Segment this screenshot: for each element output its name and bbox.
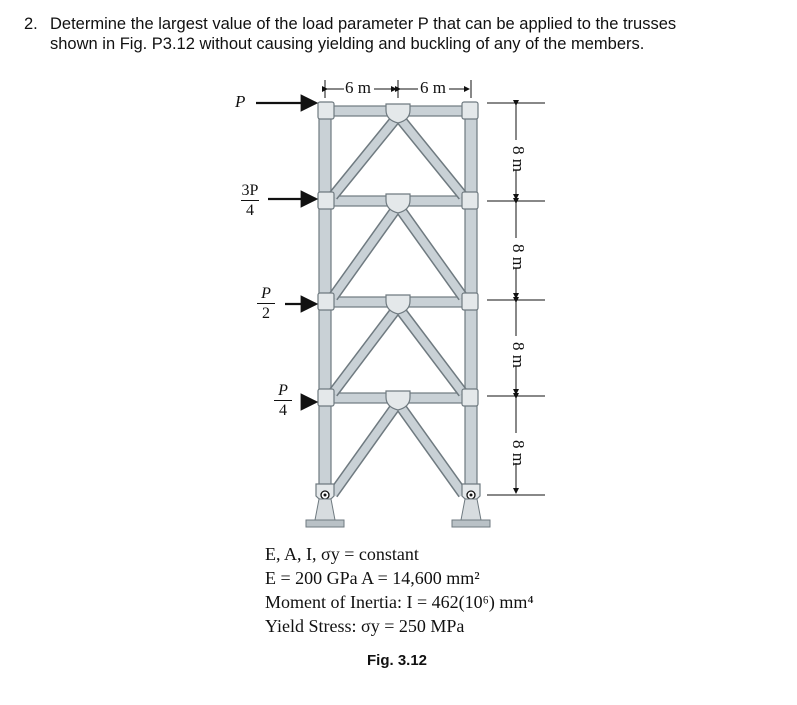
height-label-2: 8 m [509, 244, 528, 270]
load-arrows [256, 103, 316, 402]
top-dimension-label-1: 6 m [345, 78, 371, 97]
properties-line-4: Yield Stress: σy = 250 MPa [265, 616, 465, 636]
load-3-numerator: P [261, 285, 271, 302]
fraction-bar [241, 200, 259, 201]
horizontal-beams [325, 106, 471, 403]
height-label-1: 8 m [509, 146, 528, 172]
load-2-numerator: 3P [241, 182, 259, 199]
load-label-3p-over-4 [238, 182, 262, 219]
properties-line-3: Moment of Inertia: I = 462(10⁶) mm⁴ [265, 592, 534, 612]
load-4-denominator: 4 [279, 402, 287, 419]
top-dimension-label-2: 6 m [420, 78, 446, 97]
problem-text-line-2: shown in Fig. P3.12 without causing yielding and buckling of any of the members. [50, 35, 645, 53]
load-2-denominator: 4 [246, 202, 254, 219]
height-label-4: 8 m [509, 440, 528, 466]
height-label-3: 8 m [509, 342, 528, 368]
load-3-denominator: 2 [262, 305, 270, 322]
material-properties [265, 542, 534, 638]
gusset-plates [318, 102, 478, 410]
fraction-bar [274, 400, 292, 401]
load-4-numerator: P [278, 382, 288, 399]
figure-caption: Fig. 3.12 [367, 652, 428, 669]
load-label-p: P [235, 92, 246, 111]
properties-line-2: E = 200 GPa A = 14,600 mm² [265, 568, 480, 588]
problem-text-line-1: Determine the largest value of the load parameter P that can be applied to the trusses [50, 15, 677, 33]
problem-number: 2. [24, 15, 38, 33]
fraction-bar [257, 303, 275, 304]
load-label-p-over-2 [254, 285, 278, 322]
properties-line-1: E, A, I, σy = constant [265, 544, 419, 564]
load-label-p-over-4 [271, 382, 295, 419]
